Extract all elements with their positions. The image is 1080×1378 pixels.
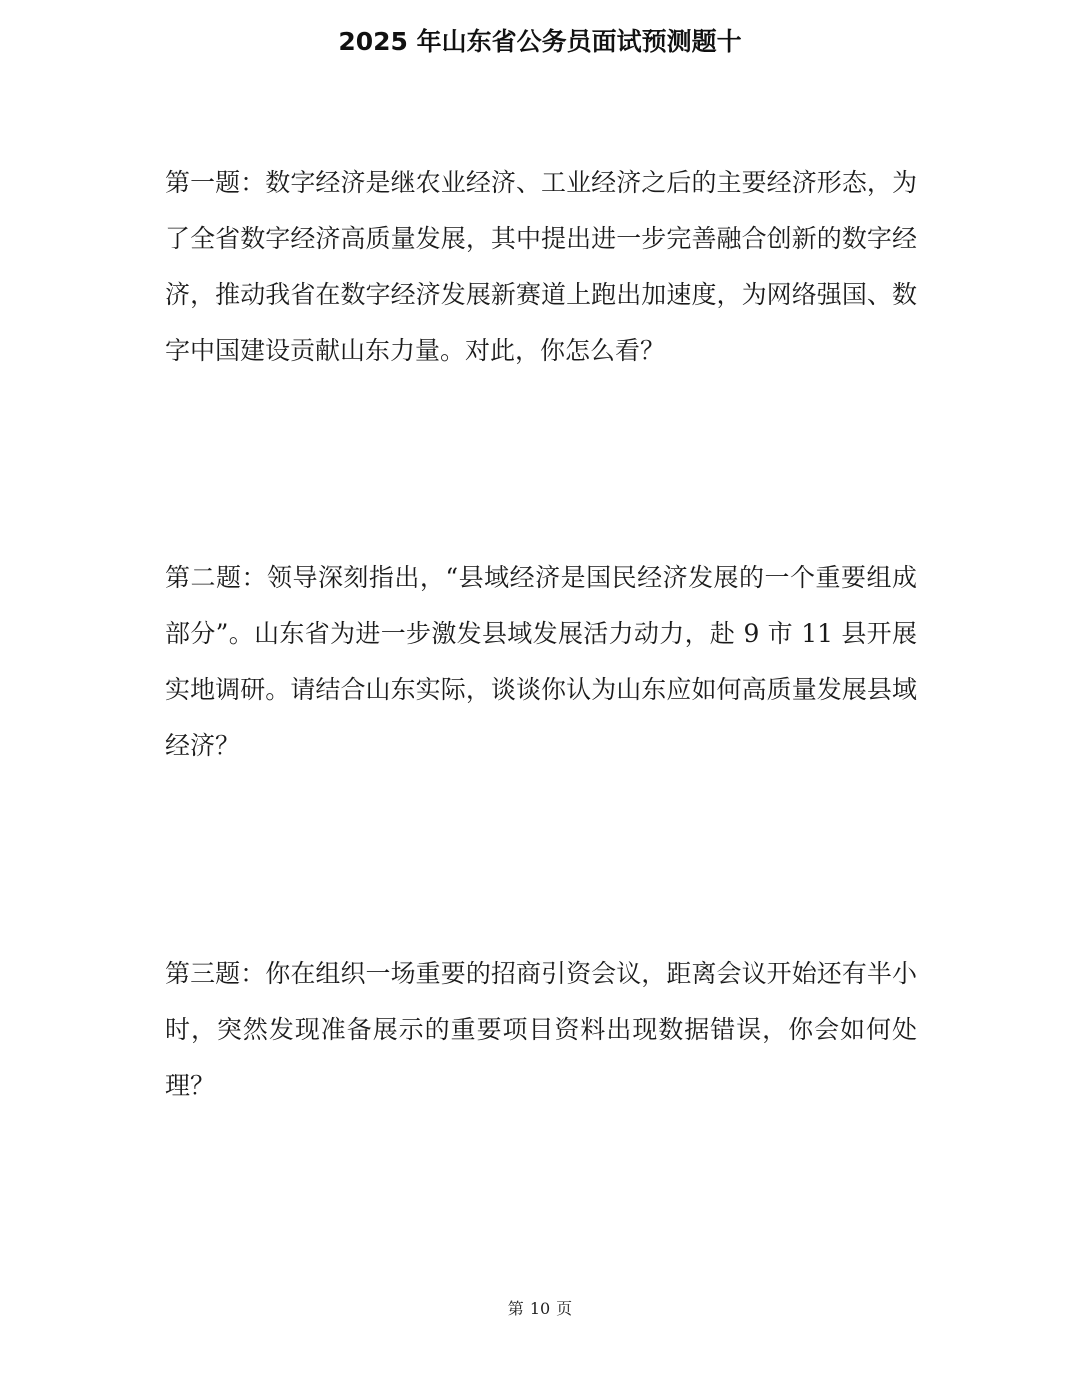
page-number-prefix: 第 <box>507 1299 524 1318</box>
page-footer <box>0 1298 1080 1320</box>
question-3: 第三题：你在组织一场重要的招商引资会议，距离会议开始还有半小时，突然发现准备展示的重要项目资料出现数据错误，你会如何处理？ <box>165 959 917 1100</box>
page-number-suffix: 页 <box>556 1299 573 1318</box>
document-title: 2025 年山东省公务员面试预测题十 <box>338 27 742 56</box>
page-number: 10 <box>529 1299 551 1318</box>
question-1: 第一题：数字经济是继农业经济、工业经济之后的主要经济形态，为了全省数字经济高质量发展，其中提出进一步完善融合创新的数字经济，推动我省在数字经济发展新赛道上跑出加速度，为网络强国、数字中国建设贡献山东力量。对此，你怎么看？ <box>165 168 917 365</box>
question-2: 第二题：领导深刻指出，“县域经济是国民经济发展的一个重要组成部分”。山东省为进一步激发县域发展活力动力，赴 9 市 11 县开展实地调研。请结合山东实际，谈谈你认为山东应如何高质量发展县域经济？ <box>165 563 917 760</box>
